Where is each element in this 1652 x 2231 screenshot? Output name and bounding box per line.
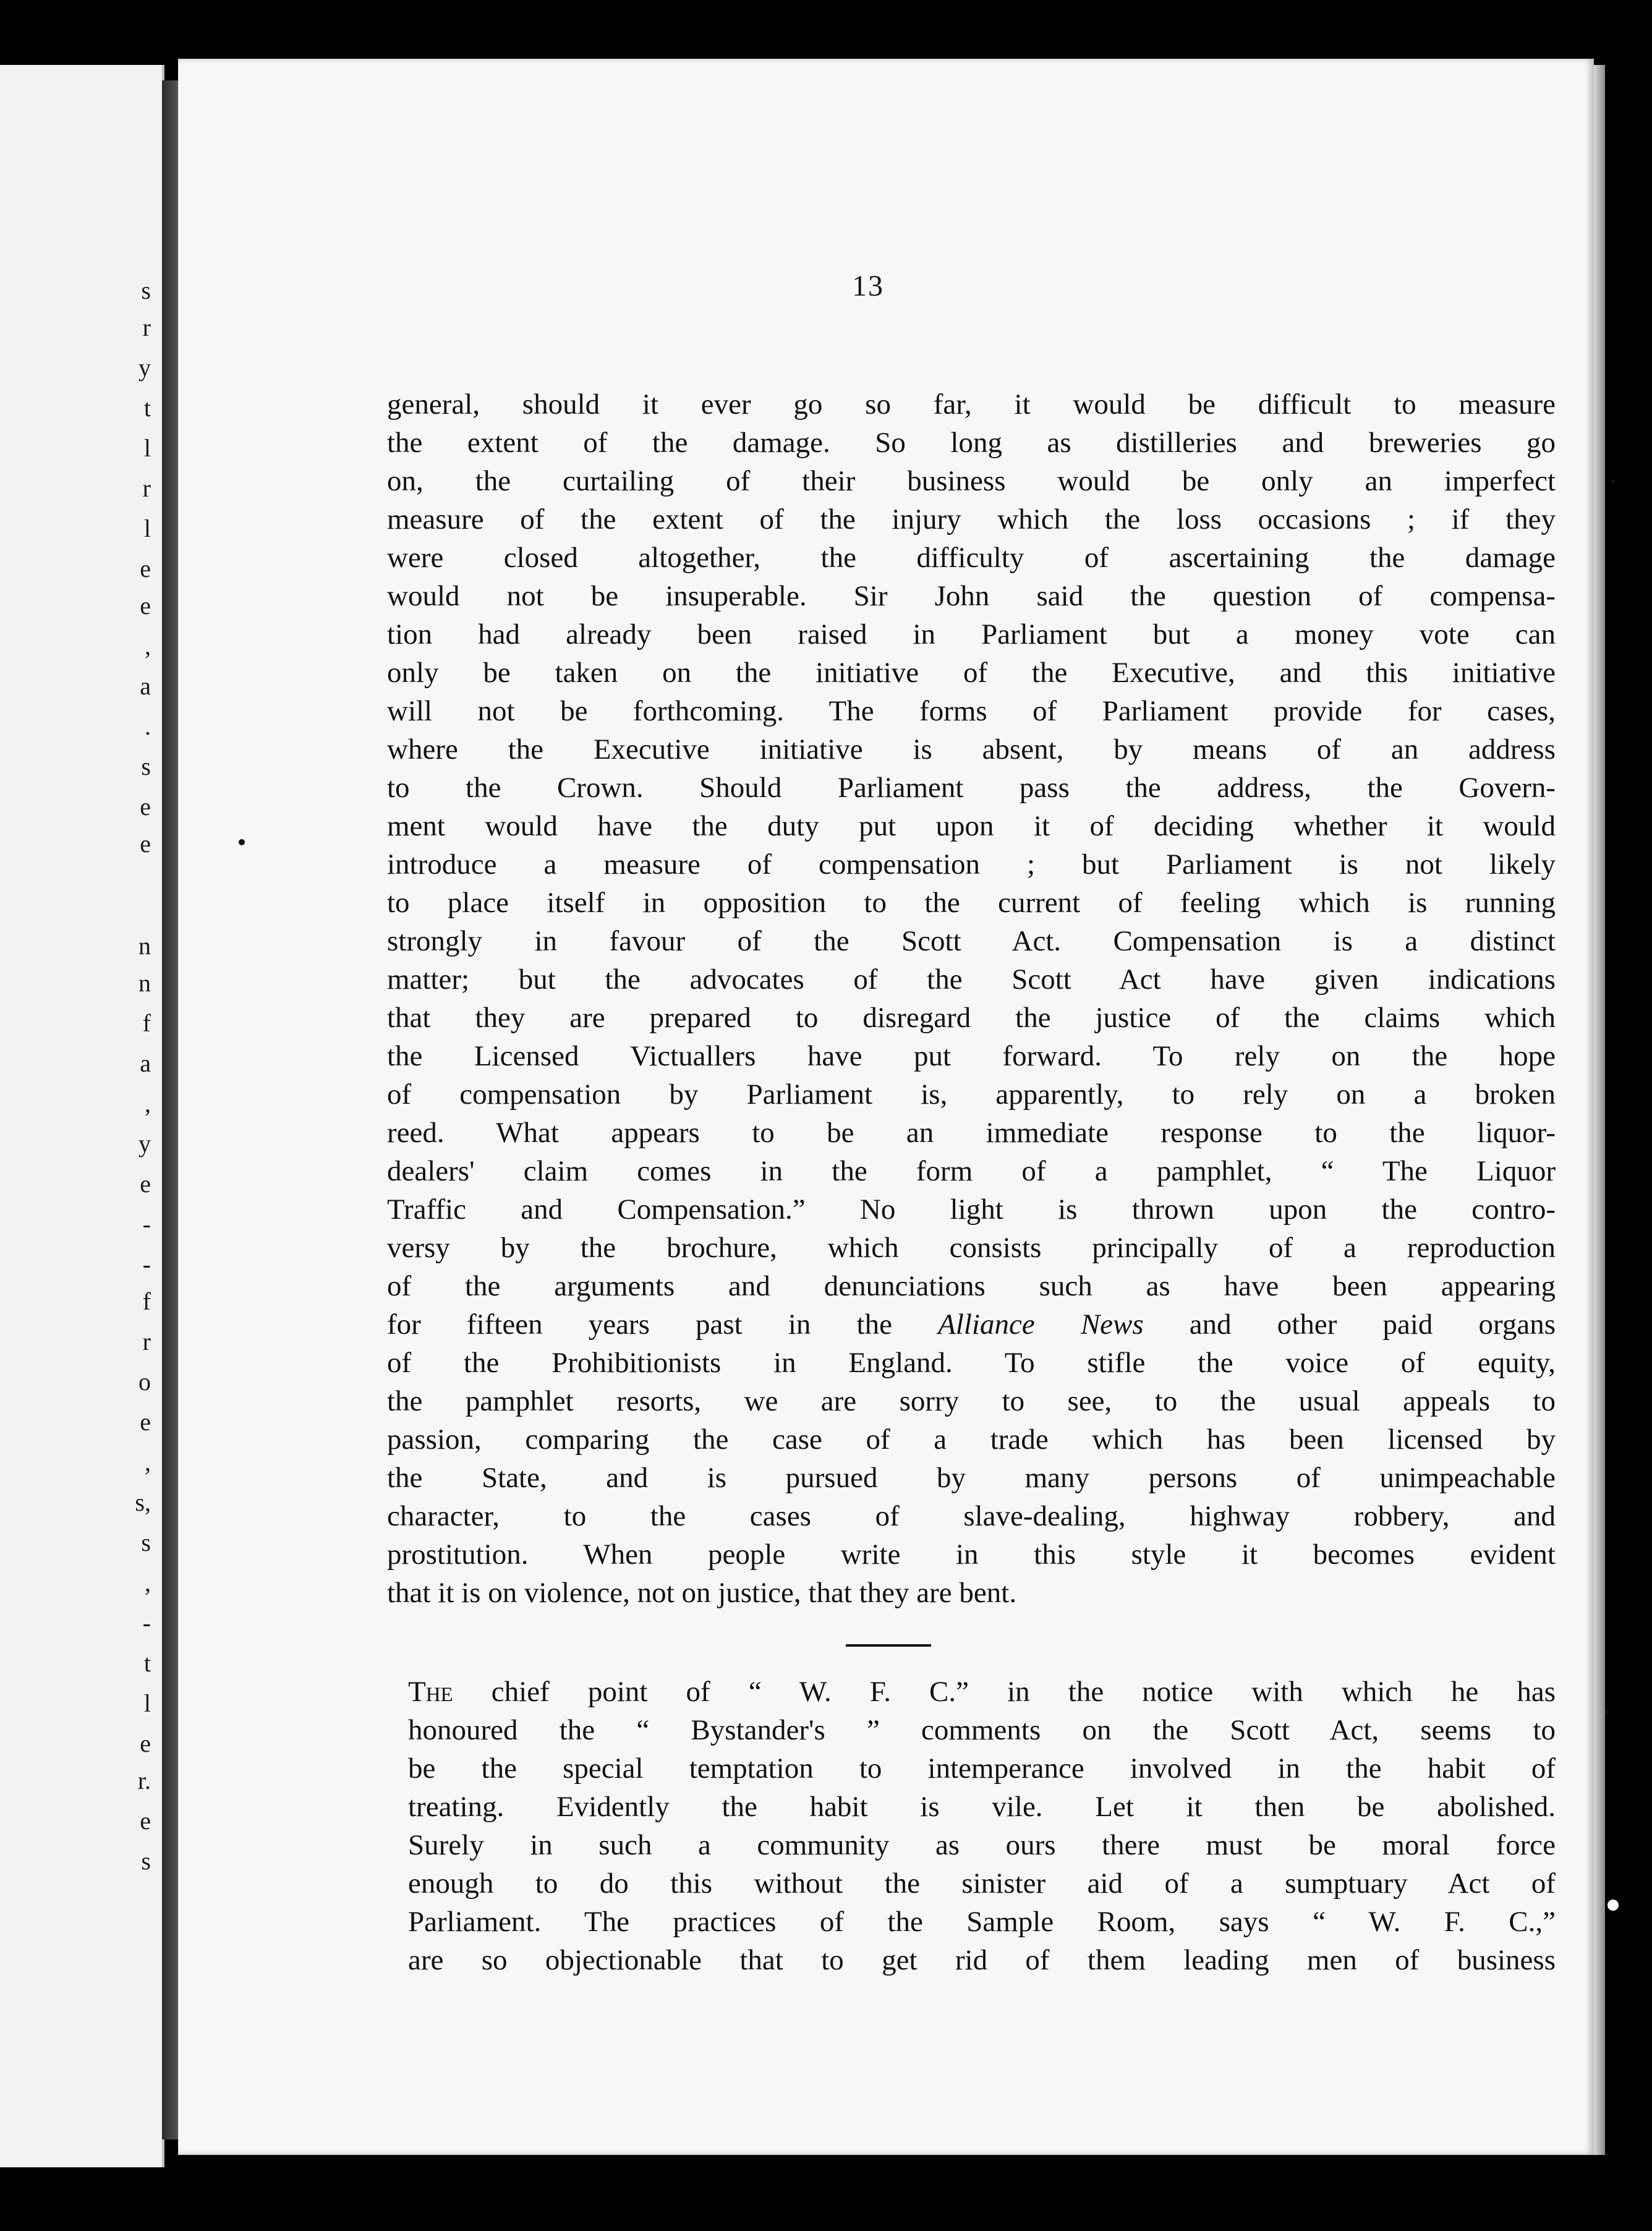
text-line <box>387 1305 1556 1344</box>
text-segment: chief point of “ W. F. C.” in the notice with which he has <box>453 1676 1556 1708</box>
edge-fragment: n <box>138 969 151 997</box>
text-line: will not be forthcoming. The forms of Parliament provide for cases, <box>387 695 1556 727</box>
edge-fragment: t <box>143 394 151 422</box>
text-line: where the Executive initiative is absent, by means of an address <box>387 733 1556 766</box>
text-line: character, to the cases of slave-dealing, highway robbery, and <box>387 1500 1556 1532</box>
edge-fragment: s <box>141 276 151 304</box>
edge-fragment: f <box>142 1009 151 1037</box>
edge-fragment: e <box>140 1807 151 1835</box>
text-line: Parliament. The practices of the Sample Room, says “ W. F. C.,” <box>408 1906 1556 1938</box>
edge-fragment: , <box>145 632 151 660</box>
text-line: honoured the “ Bystander's ” comments on the Scott Act, seems to <box>408 1714 1556 1746</box>
edge-fragment: - <box>142 1210 151 1238</box>
edge-fragment: e <box>140 793 151 821</box>
edge-fragment: y <box>138 1130 151 1158</box>
edge-fragment: - <box>142 1609 151 1637</box>
edge-fragment: l <box>143 514 151 542</box>
text-line: that it is on violence, not on justice, that they are bent. <box>387 1577 1017 1609</box>
edge-fragment: r <box>142 474 151 502</box>
edge-fragment: , <box>145 1569 151 1597</box>
edge-fragment: , <box>145 1448 151 1476</box>
text-line: of compensation by Parliament is, apparently, to rely on a broken <box>387 1078 1556 1111</box>
edge-fragment: a <box>140 1049 151 1077</box>
paragraph-main <box>387 385 1556 1612</box>
edge-fragment: o <box>138 1368 151 1396</box>
edge-fragment: f <box>142 1287 151 1315</box>
edge-fragment: e <box>140 830 151 858</box>
text-line: ment would have the duty put upon it of deciding whether it would <box>387 810 1556 842</box>
text-line: treating. Evidently the habit is vile. Let it then be abolished. <box>408 1791 1556 1823</box>
text-line: of the Prohibitionists in England. To stifle the voice of equity, <box>387 1347 1556 1379</box>
edge-fragment: e <box>140 1730 151 1757</box>
text-line: be the special temptation to intemperance involved in the habit of <box>408 1752 1556 1785</box>
text-line: tion had already been raised in Parliament but a money vote can <box>387 618 1556 651</box>
text-line: the State, and is pursued by many persons of unimpeachable <box>387 1462 1556 1494</box>
ink-speck <box>1611 479 1615 483</box>
text-line: general, should it ever go so far, it would be difficult to measure <box>387 388 1556 420</box>
text-line: matter; but the advocates of the Scott Act have given indications <box>387 963 1556 996</box>
text-line: dealers' claim comes in the form of a pamphlet, “ The Liquor <box>387 1155 1556 1187</box>
edge-fragment: r <box>142 1328 151 1355</box>
edge-fragment: - <box>142 1250 151 1278</box>
text-line: Traffic and Compensation.” No light is thrown upon the contro- <box>387 1193 1556 1226</box>
text-line: were closed altogether, the difficulty of ascertaining the damage <box>387 542 1556 574</box>
text-segment: for fifteen years past in the <box>387 1308 939 1341</box>
edge-fragment: t <box>143 1649 151 1677</box>
text-line: the pamphlet resorts, we are sorry to see, to the usual appeals to <box>387 1385 1556 1417</box>
ink-speck <box>1605 1710 1609 1714</box>
text-line: the Licensed Victuallers have put forward. To rely on the hope <box>387 1040 1556 1072</box>
text-line: would not be insuperable. Sir John said the question of compensa- <box>387 580 1556 612</box>
opening-word: The <box>408 1676 453 1708</box>
page-edge-shadow <box>1594 65 1605 2155</box>
edge-fragment: s <box>141 1847 151 1875</box>
text-line: to the Crown. Should Parliament pass the address, the Govern- <box>387 772 1556 804</box>
newspaper-title: Alliance News <box>938 1308 1144 1341</box>
text-line: measure of the extent of the injury which the loss occasions ; if they <box>387 503 1556 535</box>
text-line: are so objectionable that to get rid of them leading men of business <box>408 1944 1556 1976</box>
book-page <box>178 59 1594 2155</box>
text-line: passion, comparing the case of a trade which has been licensed by <box>387 1423 1556 1456</box>
text-line: the extent of the damage. So long as distilleries and breweries go <box>387 427 1556 459</box>
text-line <box>408 1673 1556 1711</box>
edge-fragment: e <box>140 592 151 620</box>
edge-fragment: s, <box>135 1488 151 1516</box>
edge-fragment: s <box>141 1529 151 1556</box>
page-number: 13 <box>852 270 884 302</box>
edge-fragment: l <box>143 1689 151 1717</box>
text-segment: and other paid organs <box>1143 1308 1556 1341</box>
edge-fragment: . <box>145 712 151 740</box>
text-line: strongly in favour of the Scott Act. Compensation is a distinct <box>387 925 1556 957</box>
section-divider <box>846 1644 931 1647</box>
scan-speck <box>1607 1900 1619 1911</box>
edge-fragment: y <box>138 354 151 382</box>
text-line: enough to do this without the sinister aid of a sumptuary Act of <box>408 1867 1556 1900</box>
text-line: only be taken on the initiative of the Executive, and this initiative <box>387 657 1556 689</box>
previous-page-text-fragments <box>0 65 162 2167</box>
book-gutter <box>162 80 178 2139</box>
text-line: reed. What appears to be an immediate response to the liquor- <box>387 1117 1556 1149</box>
text-line: introduce a measure of compensation ; but Parliament is not likely <box>387 848 1556 881</box>
paragraph-second <box>408 1673 1556 1979</box>
edge-fragment: n <box>138 932 151 960</box>
edge-fragment: r <box>142 314 151 341</box>
text-line: to place itself in opposition to the current of feeling which is running <box>387 887 1556 919</box>
text-line: Surely in such a community as ours there must be moral force <box>408 1829 1556 1861</box>
text-line: that they are prepared to disregard the justice of the claims which <box>387 1002 1556 1034</box>
edge-fragment: , <box>145 1090 151 1117</box>
text-line: on, the curtailing of their business would be only an imperfect <box>387 465 1556 497</box>
edge-fragment: e <box>140 1408 151 1436</box>
edge-fragment: r. <box>137 1767 151 1794</box>
text-line: versy by the brochure, which consists principally of a reproduction <box>387 1232 1556 1264</box>
edge-fragment: e <box>140 555 151 582</box>
edge-fragment: l <box>143 434 151 462</box>
text-line: prostitution. When people write in this style it becomes evident <box>387 1538 1556 1571</box>
previous-page-edge <box>0 65 164 2167</box>
edge-fragment: e <box>140 1170 151 1198</box>
edge-fragment: a <box>140 672 151 700</box>
edge-fragment: s <box>141 753 151 780</box>
text-line: of the arguments and denunciations such as have been appearing <box>387 1270 1556 1302</box>
ink-speck <box>239 839 245 845</box>
